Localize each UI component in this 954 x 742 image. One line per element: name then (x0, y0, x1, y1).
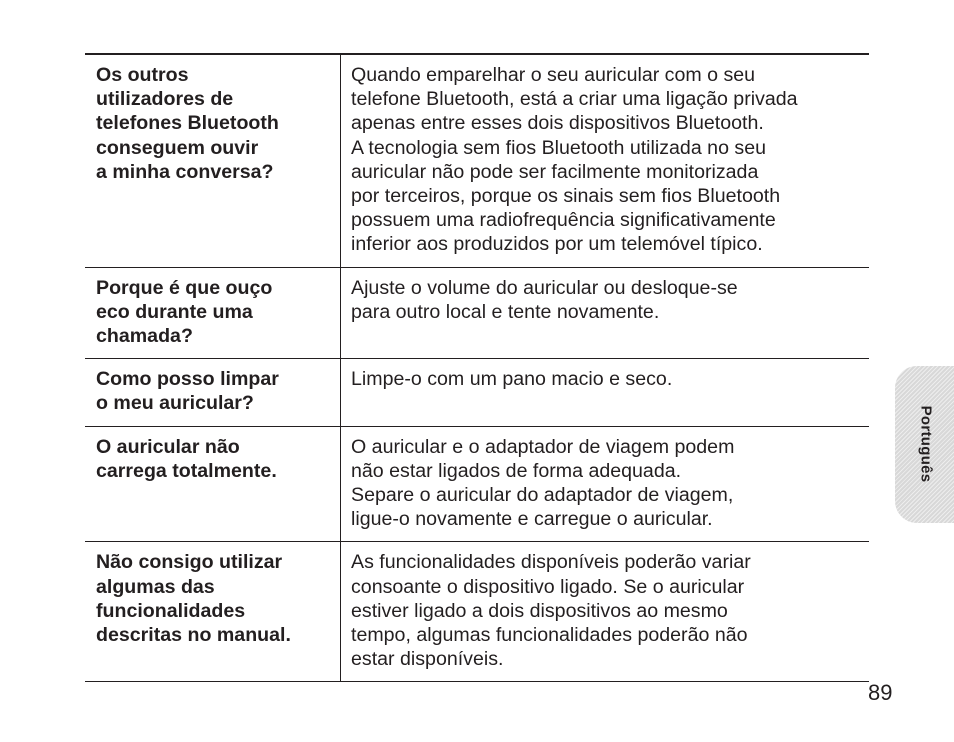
answer-line: auricular não pode ser facilmente monitorizada (351, 160, 759, 183)
answer-line: A tecnologia sem fios Bluetooth utilizada no seu (351, 136, 766, 159)
answer-line: apenas entre esses dois dispositivos Bluetooth. (351, 112, 764, 135)
question-line: utilizadores de (96, 88, 234, 111)
table-row (85, 359, 869, 426)
question-line: o meu auricular? (96, 392, 254, 415)
question-line: a minha conversa? (96, 160, 274, 183)
answer-line: Limpe-o com um pano macio e seco. (351, 368, 673, 391)
question-line: funcionalidades (96, 599, 246, 622)
question-line: descritas no manual. (96, 624, 291, 647)
language-tab-label: Português (917, 405, 935, 483)
answer-line: consoante o dispositivo ligado. Se o auricular (351, 575, 745, 598)
answer-line: para outro local e tente novamente. (351, 300, 660, 323)
answer-line: Ajuste o volume do auricular ou desloque-se (351, 276, 738, 299)
question-line: carrega totalmente. (96, 459, 277, 482)
question-cell (85, 359, 341, 426)
faq-table (85, 53, 869, 682)
answer-line: possuem uma radiofrequência significativamente (351, 209, 776, 232)
question-cell (85, 54, 341, 267)
question-line: telefones Bluetooth (96, 112, 279, 135)
answer-line: estar disponíveis. (351, 648, 504, 671)
answer-line: Separe o auricular do adaptador de viagem, (351, 484, 734, 507)
answer-line: O auricular e o adaptador de viagem podem (351, 435, 735, 458)
answer-line: tempo, algumas funcionalidades poderão não (351, 624, 748, 647)
question-line: Não consigo utilizar (96, 551, 283, 574)
answer-cell (341, 267, 870, 359)
answer-line: por terceiros, porque os sinais sem fios Bluetooth (351, 185, 781, 208)
answer-cell (341, 542, 870, 682)
question-cell (85, 426, 341, 542)
table-row (85, 426, 869, 542)
answer-cell (341, 54, 870, 267)
table-row (85, 542, 869, 682)
question-line: algumas das (96, 575, 215, 598)
question-line: Os outros (96, 64, 189, 86)
answer-line: não estar ligados de forma adequada. (351, 459, 682, 482)
question-line: Porque é que ouço (96, 276, 273, 299)
answer-line: ligue-o novamente e carregue o auricular. (351, 508, 713, 531)
answer-line: inferior aos produzidos por um telemóvel típico. (351, 233, 763, 256)
answer-line: As funcionalidades disponíveis poderão variar (351, 551, 751, 574)
question-line: Como posso limpar (96, 368, 279, 391)
question-line: chamada? (96, 325, 193, 348)
answer-line: estiver ligado a dois dispositivos ao mesmo (351, 599, 728, 622)
answer-line: Quando emparelhar o seu auricular com o seu (351, 64, 756, 86)
question-cell (85, 267, 341, 359)
table-row (85, 54, 869, 267)
question-line: O auricular não (96, 435, 240, 458)
question-line: conseguem ouvir (96, 136, 259, 159)
page-number: 89 (868, 680, 893, 705)
answer-cell (341, 426, 870, 542)
answer-line: telefone Bluetooth, está a criar uma ligação privada (351, 88, 798, 111)
table-row (85, 267, 869, 359)
question-line: eco durante uma (96, 300, 253, 323)
question-cell (85, 542, 341, 682)
answer-cell (341, 359, 870, 426)
